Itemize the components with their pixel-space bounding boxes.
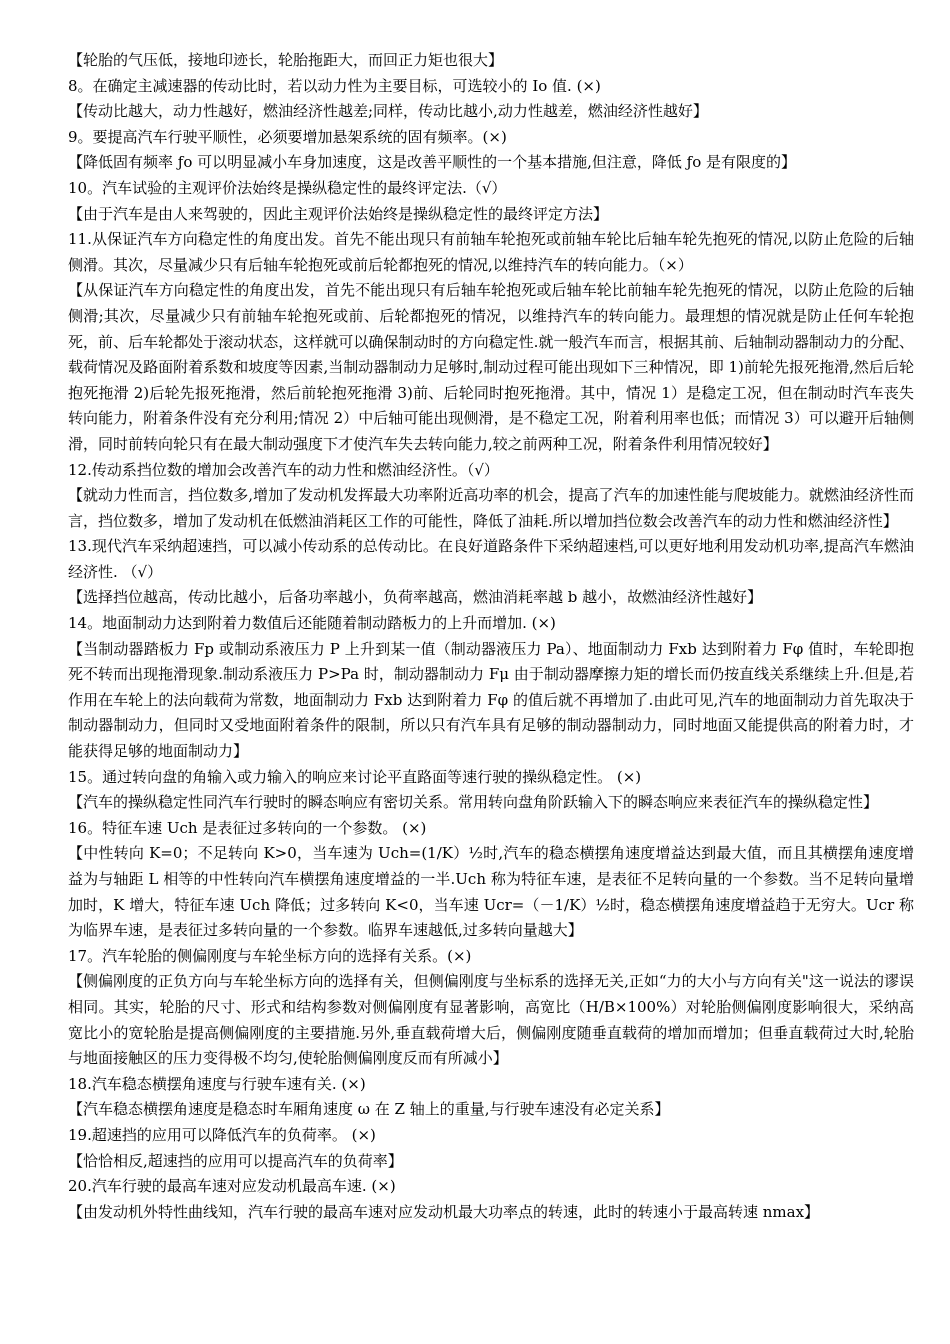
question-line: 10。汽车试验的主观评价法始终是操纵稳定性的最终评定法.（√） [68, 178, 507, 197]
answer-note: 【当制动器踏板力 Fp 或制动系液压力 P 上升到某一值（制动器液压力 Pa）、地面制动力 Fxb 达到附着力 Fφ 值时，车轮即抱死不转而出现拖滑现象.制动系液压力 P>Pa 时，制动器制动力 Fμ 由于制动器摩擦力矩的增长而仍按直线关系继续上升.但是,若作用在车轮上的法向载荷为常数，地面制动力 Fxb 达到附着力 Fφ 的值后就不再增加了.由此可见,汽车的地面制动力首先取决于制动器制动力，但同时又受地面附着条件的限制，所以只有汽车具有足够的制动器制动力，同时地面又能提供高的附着力时，才能获得足够的地面制动力】 [68, 639, 914, 761]
question-line: 8。在确定主减速器的传动比时，若以动力性为主要目标，可选较小的 Io 值. (×) [68, 76, 601, 95]
answer-note: 【汽车的操纵稳定性同汽车行驶时的瞬态响应有密切关系。常用转向盘角阶跃输入下的瞬态响应来表征汽车的操纵稳定性】 [68, 793, 879, 812]
question-line: 12.传动系挡位数的增加会改善汽车的动力性和燃油经济性。（√） [68, 460, 499, 479]
question-line: 15。通过转向盘的角输入或力输入的响应来讨论平直路面等速行驶的操纵稳定性。 (×) [68, 767, 642, 786]
answer-note: 【中性转向 K=0；不足转向 K>0，当车速为 Uch=(1/K）½时,汽车的稳态横摆角速度增益达到最大值，而且其横摆角速度增益为与轴距 L 相等的中性转向汽车横摆角速度增益的一半.Uch 称为特征车速，是表征不足转向量的一个参数。当不足转向量增加时，K 增大，特征车速 Uch 降低；过多转向 K<0，当车速 Ucr=（－1/K）½时，稳态横摆角速度增益趋于无穷大。Ucr 称为临界车速，是表征过多转向量的一个参数。临界车速越低,过多转向量越大】 [68, 844, 914, 940]
answer-note: 【就动力性而言，挡位数多,增加了发动机发挥最大功率附近高功率的机会，提高了汽车的加速性能与爬坡能力。就燃油经济性而言，挡位数多，增加了发动机在低燃油消耗区工作的可能性，降低了油耗.所以增加挡位数会改善汽车的动力性和燃油经济性】 [68, 486, 914, 530]
text-line: 【轮胎的气压低，接地印迹长，轮胎拖距大，而回正力矩也很大】 [68, 51, 504, 69]
question-line: 18.汽车稳态横摆角速度与行驶车速有关. (×) [68, 1074, 366, 1093]
answer-note: 【降低固有频率 ƒo 可以明显减小车身加速度，这是改善平顺性的一个基本措施,但注意，降低 ƒo 是有限度的】 [68, 153, 797, 172]
answer-note: 【汽车稳态横摆角速度是稳态时车厢角速度 ω 在 Z 轴上的重量,与行驶车速没有必定关系】 [68, 1100, 670, 1119]
document-page [68, 48, 914, 1225]
question-line: 16。特征车速 Uch 是表征过多转向的一个参数。 (×) [68, 818, 427, 837]
question-line: 11.从保证汽车方向稳定性的角度出发。首先不能出现只有前轴车轮抱死或前轴车轮比后轴车轮先抱死的情况,以防止危险的后轴侧滑。其次，尽量减少只有后轴车轮抱死或前后轮都抱死的情况,以维持汽车的转向能力。（×） [68, 230, 914, 274]
question-line: 17。汽车轮胎的侧偏刚度与车轮坐标方向的选择有关系。(×) [68, 946, 472, 965]
answer-note: 【由发动机外特性曲线知，汽车行驶的最高车速对应发动机最大功率点的转速，此时的转速小于最高转速 nmax】 [68, 1202, 820, 1221]
answer-note: 【由于汽车是由人来驾驶的，因此主观评价法始终是操纵稳定性的最终评定方法】 [68, 204, 609, 223]
answer-note: 【侧偏刚度的正负方向与车轮坐标方向的选择有关，但侧偏刚度与坐标系的选择无关,正如“力的大小与方向有关"这一说法的谬误相同。其实，轮胎的尺寸、形式和结构参数对侧偏刚度有显著影响，高宽比（H/B×100%）对轮胎侧偏刚度影响很大，采纳高宽比小的宽轮胎是提高侧偏刚度的主要措施.另外,垂直载荷增大后，侧偏刚度随垂直载荷的增加而增加；但垂直载荷过大时,轮胎与地面接触区的压力变得极不均匀,使轮胎侧偏刚度反而有所减小】 [68, 972, 914, 1068]
answer-note: 【恰恰相反,超速挡的应用可以提高汽车的负荷率】 [68, 1151, 403, 1170]
answer-note: 【从保证汽车方向稳定性的角度出发，首先不能出现只有后轴车轮抱死或后轴车轮比前轴车轮先抱死的情况，以防止危险的后轴侧滑;其次，尽量减少只有前轴车轮抱死或前、后轮都抱死的情况，以维持汽车的转向能力。最理想的情况就是防止任何车轮抱死，前、后车轮都处于滚动状态，这样就可以确保制动时的方向稳定性.就一般汽车而言，根据其前、后轴制动器制动力的分配、载荷情况及路面附着系数和坡度等因素,当制动器制动力足够时,制动过程可能出现如下三种情况，即 1)前轮先报死拖滑,然后后轮抱死拖滑 2)后轮先报死拖滑，然后前轮抱死拖滑 3)前、后轮同时抱死拖滑。其中，情况 1）是稳定工况，但在制动时汽车丧失转向能力，附着条件没有充分利用;情况 2）中后轴可能出现侧滑，是不稳定工况，附着利用率也低；而情况 3）可以避开后轴侧滑，同时前转向轮只有在最大制动强度下才使汽车失去转向能力,较之前两种工况，附着条件利用情况较好】 [68, 281, 914, 453]
question-line: 20.汽车行驶的最高车速对应发动机最高车速. (×) [68, 1177, 396, 1196]
question-line: 14。地面制动力达到附着力数值后还能随着制动踏板力的上升而增加. (×) [68, 614, 556, 633]
answer-note: 【传动比越大，动力性越好，燃油经济性越差;同样，传动比越小,动力性越差，燃油经济性越好】 [68, 102, 708, 121]
question-line: 13.现代汽车采纳超速挡，可以减小传动系的总传动比。在良好道路条件下采纳超速档,可以更好地利用发动机功率,提高汽车燃油经济性. （√） [68, 537, 914, 581]
question-line: 19.超速挡的应用可以降低汽车的负荷率。 (×) [68, 1125, 376, 1144]
question-line: 9。要提高汽车行驶平顺性，必须要增加悬架系统的固有频率。(×) [68, 127, 507, 146]
answer-note: 【选择挡位越高，传动比越小，后备功率越小，负荷率越高，燃油消耗率越 b 越小，故燃油经济性越好】 [68, 588, 763, 607]
